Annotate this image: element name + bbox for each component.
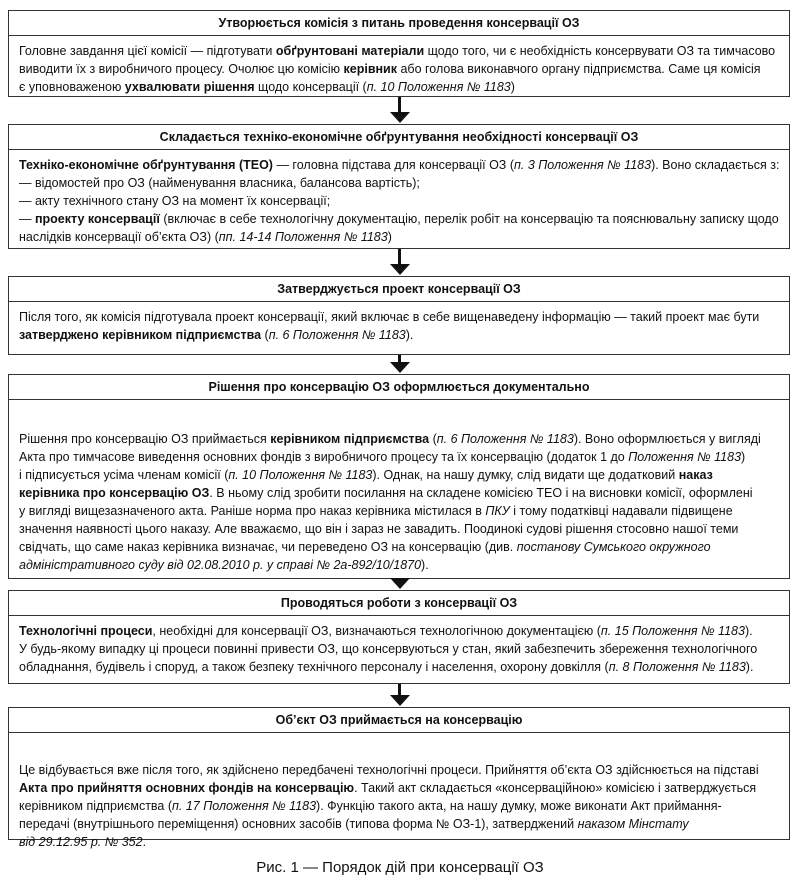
text-line	[19, 556, 779, 574]
text-segment: . В ньому слід зробити посилання на складене комісією ТЕО і на висновки комісії, оформлені	[209, 486, 753, 500]
text-segment: ). Воно оформлюється у вигляді	[573, 432, 761, 446]
text-segment: щодо консервації (	[254, 80, 367, 94]
bold-text: Техніко-економічне обґрунтування (ТЕО)	[19, 158, 273, 172]
text-line	[19, 326, 779, 344]
text-line	[19, 60, 779, 78]
text-line	[19, 538, 779, 556]
text-segment: або голова виконавчого органу підприємства. Саме ця комісія	[397, 62, 761, 76]
text-line	[19, 484, 779, 502]
text-segment: передачі (внутрішнього переміщення) основних засобів (типова форма № ОЗ-1), затверджений	[19, 817, 578, 831]
step-title: Складається техніко-економічне обґрунтування необхідності консервації ОЗ	[9, 125, 789, 150]
text-segment: щодо того, чи є необхідність консервувати ОЗ та тимчасово	[424, 44, 776, 58]
step-title: Об’єкт ОЗ приймається на консервацію	[9, 708, 789, 733]
text-line	[19, 658, 779, 676]
step-description	[9, 733, 789, 851]
text-segment: ).	[744, 624, 753, 638]
text-segment: наслідків консервації об’єкта ОЗ) (	[19, 230, 219, 244]
italic-reference: постанову Сумського окружного	[516, 540, 711, 554]
down-arrow-icon	[390, 684, 410, 707]
text-segment: )	[387, 230, 392, 244]
italic-reference: пп. 14-14 Положення № 1183	[218, 230, 388, 244]
text-segment: обладнання, будівель і споруд, а також безпеку технічного персоналу і населення, охорону довкілля (	[19, 660, 609, 674]
bold-text: керівник	[343, 62, 397, 76]
text-line	[19, 308, 779, 326]
text-segment: ). Функцію такого акта, на нашу думку, може виконати Акт приймання-	[316, 799, 722, 813]
step-box	[8, 10, 790, 97]
step-title: Утворюється комісія з питань проведення консервації ОЗ	[9, 11, 789, 36]
bold-text: ухвалювати рішення	[124, 80, 255, 94]
text-segment: Головне завдання цієї комісії — підготувати	[19, 44, 276, 58]
text-segment: і тому податківці надавали підвищене	[509, 504, 733, 518]
text-line	[19, 761, 779, 779]
bold-text: Акта про прийняття основних фондів на консервацію	[19, 781, 355, 795]
italic-reference: п. 10 Положення № 1183	[366, 80, 511, 94]
step-title: Рішення про консервацію ОЗ оформлюється документально	[9, 375, 789, 400]
text-line	[19, 210, 779, 228]
text-line	[19, 622, 779, 640]
text-line	[19, 779, 779, 797]
text-line	[19, 797, 779, 815]
step-title: Проводяться роботи з консервації ОЗ	[9, 591, 789, 616]
text-segment: ). Воно складається з:	[651, 158, 780, 172]
text-line	[19, 466, 779, 484]
text-segment: є уповноваженою	[19, 80, 125, 94]
italic-reference: Положення № 1183	[628, 450, 742, 464]
text-segment: (	[429, 432, 437, 446]
text-line	[19, 156, 779, 174]
text-segment: (	[261, 328, 269, 342]
down-arrow-icon	[390, 355, 410, 374]
text-segment: —	[19, 212, 35, 226]
text-segment: .	[142, 835, 147, 849]
bold-text: наказ	[678, 468, 713, 482]
text-line	[19, 640, 779, 658]
text-segment: виводити їх з виробничого процесу. Очолює цю комісію	[19, 62, 344, 76]
text-segment: Це відбувається вже після того, як здійснено передбачені технологічні процеси. Прийняття об’єкта ОЗ здійснюється на підставі	[19, 763, 759, 777]
down-arrow-icon	[390, 249, 410, 276]
down-arrow-icon	[390, 579, 410, 590]
text-segment: свідчать, що саме наказ керівника визначає, чи переведено ОЗ на консервацію (див.	[19, 540, 517, 554]
text-segment: )	[510, 80, 515, 94]
down-arrow-icon	[390, 97, 410, 124]
text-line	[19, 192, 779, 210]
text-segment: — головна підстава для консервації ОЗ (	[272, 158, 514, 172]
text-segment: . Такий акт складається «консерваційною» комісією і затверджується	[354, 781, 757, 795]
text-line	[19, 228, 779, 246]
text-segment: Рішення про консервацію ОЗ приймається	[19, 432, 271, 446]
figure-caption: Рис. 1 — Порядок дій при консервації ОЗ	[256, 859, 544, 876]
italic-reference: п. 6 Положення № 1183	[436, 432, 574, 446]
text-segment: у вигляді вищезазначеного акта. Раніше норма про наказ керівника містилася в	[19, 504, 486, 518]
text-line	[19, 430, 779, 448]
italic-reference: ПКУ	[485, 504, 510, 518]
text-segment: ).	[421, 558, 429, 572]
text-segment: , необхідні для консервації ОЗ, визначаються технологічною документацією (	[152, 624, 601, 638]
text-line	[19, 78, 779, 96]
step-description	[9, 150, 789, 246]
step-box	[8, 590, 790, 684]
step-title: Затверджується проект консервації ОЗ	[9, 277, 789, 302]
text-segment: — відомостей про ОЗ (найменування власника, балансова вартість);	[19, 176, 420, 190]
text-segment: керівником підприємства (	[19, 799, 173, 813]
step-box	[8, 276, 790, 355]
italic-reference: п. 6 Положення № 1183	[268, 328, 406, 342]
text-line	[19, 520, 779, 538]
text-segment: (включає в себе технологічну документацію, перелік робіт на консервацію та пояснювальну записку щодо	[159, 212, 779, 226]
italic-reference: п. 15 Положення № 1183	[600, 624, 745, 638]
text-line	[19, 833, 779, 851]
step-box	[8, 707, 790, 849]
text-segment: ).	[745, 660, 754, 674]
text-segment: )	[741, 450, 746, 464]
text-segment: Акта про тимчасове виведення основних фондів з виробничого процесу та їх консервацію (додаток 1 до	[19, 450, 629, 464]
italic-reference: п. 3 Положення № 1183	[514, 158, 652, 172]
step-description	[9, 400, 789, 574]
text-segment: У будь-якому випадку ці процеси повинні привести ОЗ, що консервуються у стан, який забезпечить збереження технологічного	[19, 642, 758, 656]
bold-text: затверджено керівником підприємства	[19, 328, 262, 342]
step-description	[9, 36, 789, 96]
bold-text: обґрунтовані матеріали	[275, 44, 425, 58]
italic-reference: від 29.12.95 р. № 352	[19, 835, 143, 849]
text-line	[19, 815, 779, 833]
text-line	[19, 502, 779, 520]
step-box	[8, 374, 790, 579]
step-box	[8, 124, 790, 249]
bold-text: Технологічні процеси	[19, 624, 153, 638]
italic-reference: п. 10 Положення № 1183	[228, 468, 373, 482]
text-segment: значення наявності цього наказу. Але вважаємо, що він і зараз не завадить. Поодинокі судові рішення стосовно нашої теми	[19, 522, 739, 536]
text-segment: Після того, як комісія підготувала проект консервації, який включає в себе вищенаведену інформацію — такий проект має бути	[19, 310, 760, 324]
bold-text: проекту консервації	[34, 212, 160, 226]
bold-text: керівником підприємства	[270, 432, 430, 446]
italic-reference: п. 17 Положення № 1183	[172, 799, 317, 813]
text-segment: ).	[405, 328, 414, 342]
text-segment: — акту технічного стану ОЗ на момент їх консервації;	[19, 194, 331, 208]
text-segment: ). Однак, на нашу думку, слід видати ще додатковий	[372, 468, 679, 482]
step-description	[9, 616, 789, 676]
italic-reference: адміністративного суду від 02.08.2010 р. у справі № 2а-892/10/1870	[19, 558, 422, 572]
step-description	[9, 302, 789, 344]
italic-reference: п. 8 Положення № 1183	[608, 660, 746, 674]
text-line	[19, 42, 779, 60]
italic-reference: наказом Мінстату	[577, 817, 689, 831]
text-line	[19, 174, 779, 192]
text-line	[19, 448, 779, 466]
text-segment: і підписується усіма членам комісії (	[19, 468, 229, 482]
bold-text: керівника про консервацію ОЗ	[19, 486, 210, 500]
